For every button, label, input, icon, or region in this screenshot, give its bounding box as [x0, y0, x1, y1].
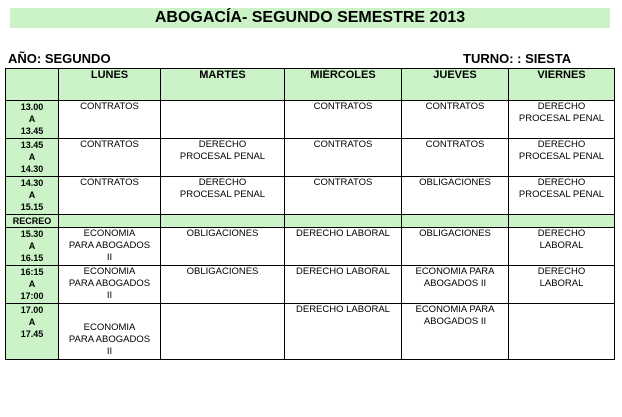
text-line: CONTRATOS — [425, 139, 485, 150]
class-cell-tuesday — [161, 139, 285, 177]
class-cell-tuesday — [161, 101, 285, 139]
class-cell-tuesday — [161, 228, 285, 266]
day-header-wednesday: MIÉRCOLES — [285, 69, 402, 101]
text-line: PARA ABOGADOS — [68, 278, 151, 289]
schedule-row — [6, 228, 615, 266]
text-line: A — [28, 114, 36, 124]
header-corner-cell — [6, 69, 59, 101]
text-line: PROCESAL PENAL — [518, 189, 605, 200]
text-line: DERECHO LABORAL — [296, 266, 390, 277]
class-cell-friday — [509, 177, 615, 215]
schedule-table — [5, 68, 615, 360]
text-line: 14.30 — [20, 178, 44, 188]
text-line: ECONOMIA PARA — [415, 304, 495, 315]
time-slot-cell — [6, 228, 59, 266]
class-cell-tuesday — [161, 266, 285, 304]
page-title: ABOGACÍA- SEGUNDO SEMESTRE 2013 — [10, 8, 610, 28]
schedule-row — [6, 266, 615, 304]
text-line: PARA ABOGADOS — [68, 240, 151, 251]
text-line: II — [106, 252, 113, 263]
text-line: PROCESAL PENAL — [518, 151, 605, 162]
time-slot-cell — [6, 266, 59, 304]
text-line: 14.30 — [20, 164, 44, 174]
header-row — [6, 69, 615, 101]
text-line: 17.00 — [20, 305, 44, 315]
text-line: CONTRATOS — [425, 101, 485, 112]
text-line: LABORAL — [539, 240, 584, 251]
schedule-row — [6, 101, 615, 139]
recess-row — [6, 215, 615, 228]
class-cell-friday — [509, 139, 615, 177]
schedule-row — [6, 139, 615, 177]
text-line: CONTRATOS — [80, 177, 139, 188]
text-line: PARA ABOGADOS — [68, 334, 151, 345]
class-cell-monday — [59, 266, 161, 304]
class-cell-friday — [509, 228, 615, 266]
class-cell-thursday — [402, 101, 509, 139]
text-line: OBLIGACIONES — [419, 177, 491, 188]
class-cell-thursday — [402, 304, 509, 360]
text-line: ECONOMIA — [83, 322, 136, 333]
text-line: OBLIGACIONES — [186, 228, 259, 239]
class-cell-wednesday — [285, 139, 402, 177]
class-cell-monday — [59, 304, 161, 360]
text-line: CONTRATOS — [313, 101, 373, 112]
recess-cell — [402, 215, 509, 228]
class-cell-monday — [59, 228, 161, 266]
text-line: 15.15 — [20, 202, 44, 212]
text-line: A — [28, 241, 36, 251]
text-line: DERECHO — [537, 177, 586, 188]
text-line: ECONOMIA — [83, 266, 136, 277]
text-line: ECONOMIA PARA — [415, 266, 495, 277]
class-cell-wednesday — [285, 101, 402, 139]
class-cell-tuesday — [161, 177, 285, 215]
text-line: DERECHO — [537, 101, 586, 112]
text-line: ABOGADOS II — [423, 316, 487, 327]
text-line: 17.45 — [20, 329, 44, 339]
text-line: A — [28, 152, 36, 162]
text-line: 13.45 — [20, 126, 44, 136]
text-line: DERECHO LABORAL — [296, 304, 390, 315]
text-line: PROCESAL PENAL — [518, 113, 605, 124]
class-cell-wednesday — [285, 228, 402, 266]
class-cell-wednesday — [285, 177, 402, 215]
text-line: 17:00 — [20, 291, 44, 301]
class-cell-friday — [509, 266, 615, 304]
text-line: DERECHO — [537, 139, 586, 150]
time-slot-cell — [6, 177, 59, 215]
class-cell-monday — [59, 139, 161, 177]
year-label: AÑO: SEGUNDO — [8, 51, 111, 66]
class-cell-friday — [509, 304, 615, 360]
day-header-friday: VIERNES — [509, 69, 615, 101]
text-line: 16:15 — [20, 267, 44, 277]
class-cell-thursday — [402, 177, 509, 215]
text-line: ECONOMIA — [83, 228, 136, 239]
class-cell-friday — [509, 101, 615, 139]
class-cell-thursday — [402, 139, 509, 177]
text-line: PROCESAL PENAL — [179, 189, 266, 200]
shift-label: TURNO: : SIESTA — [463, 51, 572, 66]
class-cell-thursday — [402, 266, 509, 304]
class-cell-monday — [59, 101, 161, 139]
text-line: A — [28, 190, 36, 200]
day-header-thursday: JUEVES — [402, 69, 509, 101]
text-line: 16.15 — [20, 253, 44, 263]
text-line: OBLIGACIONES — [186, 266, 259, 277]
text-line: DERECHO — [537, 228, 586, 239]
text-line: 15.30 — [20, 229, 44, 239]
class-cell-monday — [59, 177, 161, 215]
text-line: CONTRATOS — [313, 177, 373, 188]
text-line: CONTRATOS — [80, 139, 139, 150]
text-line: PROCESAL PENAL — [179, 151, 266, 162]
class-cell-wednesday — [285, 304, 402, 360]
text-line: LABORAL — [539, 278, 584, 289]
time-slot-cell — [6, 304, 59, 360]
day-header-monday: LUNES — [59, 69, 161, 101]
text-line: II — [106, 290, 113, 301]
recess-cell — [285, 215, 402, 228]
text-line: ABOGADOS II — [423, 278, 487, 289]
recess-cell — [509, 215, 615, 228]
text-line: A — [28, 317, 36, 327]
text-line: CONTRATOS — [313, 139, 373, 150]
day-header-tuesday: MARTES — [161, 69, 285, 101]
recess-label: RECREO — [6, 215, 59, 228]
text-line: A — [28, 279, 36, 289]
text-line: DERECHO — [198, 177, 247, 188]
text-line: DERECHO — [537, 266, 586, 277]
class-cell-thursday — [402, 228, 509, 266]
schedule-row — [6, 304, 615, 360]
text-line: II — [106, 346, 113, 357]
text-line: 13.00 — [20, 102, 44, 112]
recess-cell — [59, 215, 161, 228]
text-line: DERECHO — [198, 139, 247, 150]
time-slot-cell — [6, 139, 59, 177]
recess-cell — [161, 215, 285, 228]
schedule-row — [6, 177, 615, 215]
text-line: OBLIGACIONES — [419, 228, 491, 239]
class-cell-wednesday — [285, 266, 402, 304]
time-slot-cell — [6, 101, 59, 139]
text-line: 13.45 — [20, 140, 44, 150]
text-line: DERECHO LABORAL — [296, 228, 390, 239]
class-cell-tuesday — [161, 304, 285, 360]
text-line: CONTRATOS — [80, 101, 139, 112]
